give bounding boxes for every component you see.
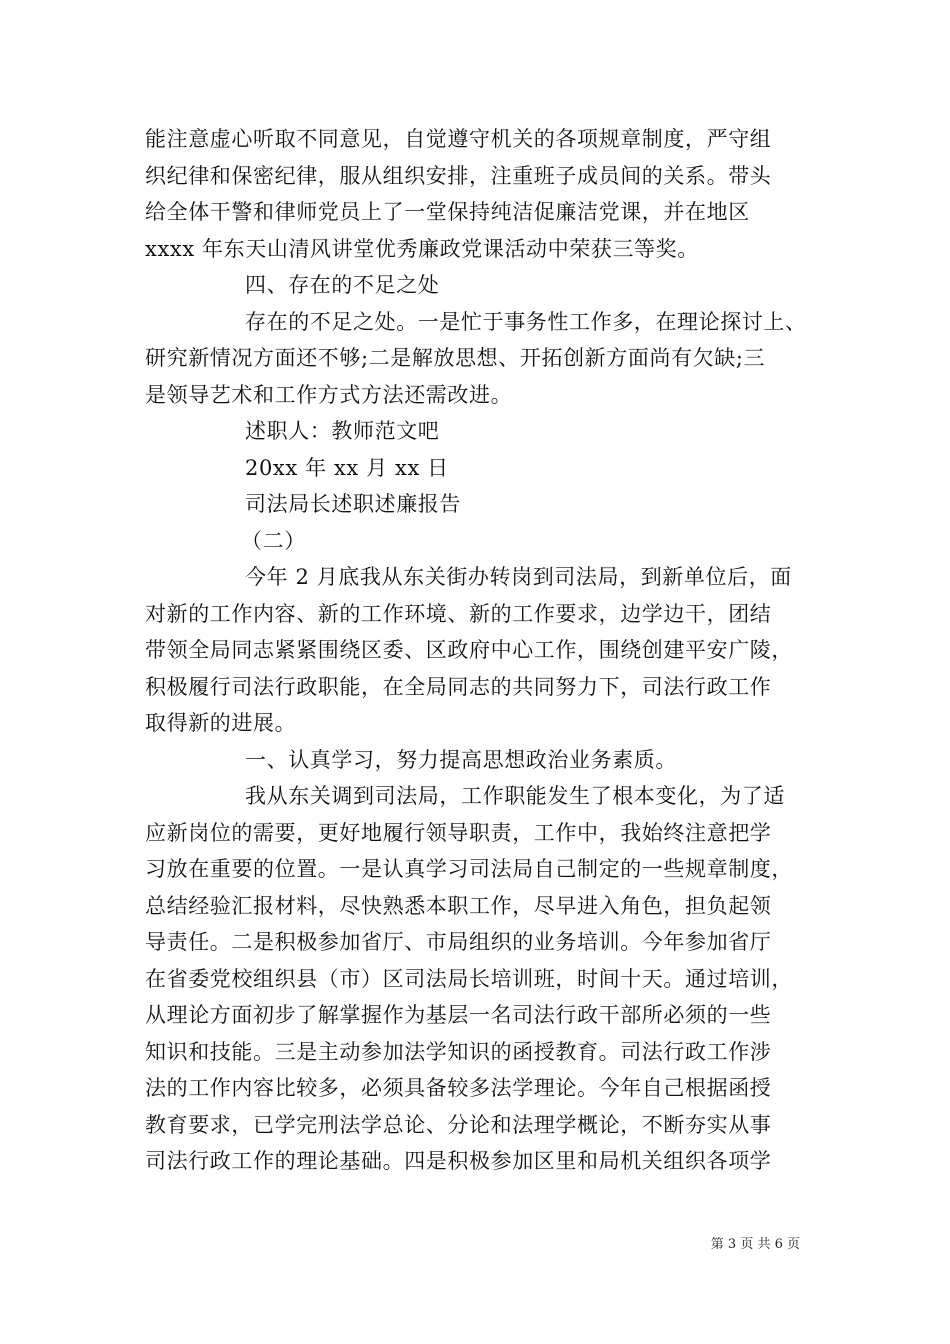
- date-line: 20xx 年 xx 月 xx 日: [245, 455, 449, 480]
- text-line: 能注意虚心听取不同意见，自觉遵守机关的各项规章制度，严守组: [145, 127, 772, 151]
- page-number: 第 3 页 共 6 页: [710, 1237, 800, 1252]
- text-line: 研究新情况方面还不够;二是解放思想、开拓创新方面尚有欠缺;三: [145, 346, 766, 370]
- signature-line: 述职人：教师范文吧: [245, 419, 440, 443]
- text-line: 积极履行司法行政职能，在全局同志的共同努力下，司法行政工作: [145, 674, 772, 699]
- text-line: 带领全局同志紧紧围绕区委、区政府中心工作，围绕创建平安广陵，: [145, 638, 793, 662]
- text-line: 从理论方面初步了解掌握作为基层一名司法行政干部所必须的一些: [145, 1003, 772, 1027]
- report-subtitle: （二）: [241, 528, 306, 553]
- text-line: 导责任。二是积极参加省厅、市局组织的业务培训。今年参加省厅: [145, 930, 772, 954]
- text-line: 织纪律和保密纪律，服从组织安排，注重班子成员间的关系。带头: [145, 163, 772, 188]
- text-line: 习放在重要的位置。一是认真学习司法局自己制定的一些规章制度，: [145, 857, 793, 881]
- text-line: 应新岗位的需要，更好地履行领导职责，工作中，我始终注意把学: [145, 820, 772, 845]
- document-body: [145, 121, 835, 1180]
- text-line: 是领导艺术和工作方式方法还需改进。: [145, 382, 513, 407]
- text-line: 对新的工作内容、新的工作环境、新的工作要求，边学边干，团结: [145, 601, 772, 626]
- text-line: 存在的不足之处。一是忙于事务性工作多，在理论探讨上、: [245, 309, 807, 334]
- text-line: 教育要求，已学完刑法学总论、分论和法理学概论，不断夯实从事: [145, 1112, 772, 1137]
- text-line: 我从东关调到司法局，工作职能发生了根本变化，为了适: [245, 784, 785, 808]
- text-line: xxxx 年东天山清风讲堂优秀廉政党课活动中荣获三等奖。: [145, 236, 699, 261]
- text-line: 知识和技能。三是主动参加法学知识的函授教育。司法行政工作涉: [145, 1039, 772, 1064]
- text-line: 今年 2 月底我从东关街办转岗到司法局，到新单位后，面: [245, 565, 792, 589]
- section-heading: 一、认真学习，努力提高思想政治业务素质。: [245, 747, 677, 772]
- text-line: 取得新的进展。: [145, 711, 297, 735]
- text-line: 司法行政工作的理论基础。四是积极参加区里和局机关组织各项学: [145, 1149, 772, 1173]
- section-heading: 四、存在的不足之处: [245, 273, 440, 297]
- text-line: 给全体干警和律师党员上了一堂保持纯洁促廉洁党课，并在地区: [145, 200, 750, 224]
- text-line: 总结经验汇报材料，尽快熟悉本职工作，尽早进入角色，担负起领: [145, 893, 772, 918]
- text-line: 法的工作内容比较多，必须具备较多法学理论。今年自己根据函授: [145, 1076, 772, 1100]
- text-line: 在省委党校组织县（市）区司法局长培训班，时间十天。通过培训，: [145, 966, 793, 991]
- report-title: 司法局长述职述廉报告: [245, 492, 461, 516]
